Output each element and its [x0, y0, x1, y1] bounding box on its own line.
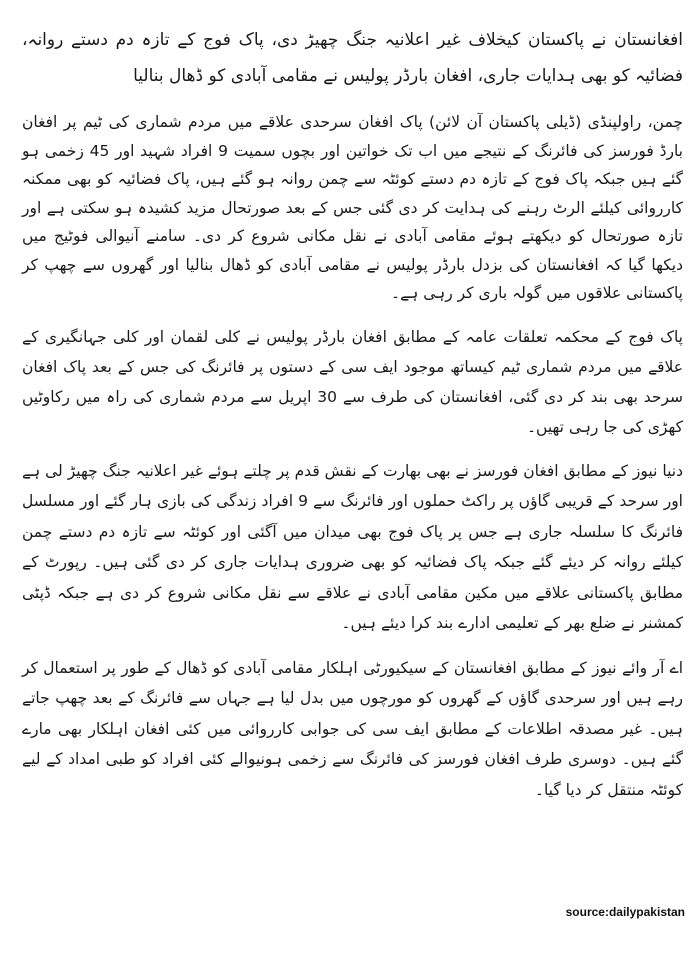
news-article [22, 22, 683, 805]
article-paragraph-1: چمن، راولپنڈی (ڈیلی پاکستان آن لائن) پاک افغان سرحدی علاقے میں مردم شماری کی ٹیم پر افغان بارڈ فورسز کی فائرنگ کے نتیجے میں اب تک خواتین اور بچوں سمیت 9 افراد شہید اور 45 زخمی ہو گئے ہیں جبکہ پاک فوج کے تازہ دم دستے کوئٹہ سے چمن روانہ ہو گئے ہیں، پاک فضائیہ کو بھی ممکنہ کارروائی کیلئے الرٹ رہنے کی ہدایت کر دی گئی جس کے بعد صورتحال مزید کشیدہ ہو سکتی ہے اور تازہ صورتحال کو دیکھتے ہوئے مقامی آبادی نے نقل مکانی شروع کر دی۔ سامنے آنیوالی فوٹیج میں دیکھا گیا کہ افغانستان کی بزدل بارڈر پولیس نے مقامی آبادی کو ڈھال بنالیا اور گھروں سے چھپ کر پاکستانی علاقوں میں گولہ باری کر رہی ہے۔ [22, 113, 683, 302]
article-paragraph-4: اے آر وائے نیوز کے مطابق افغانستان کے سیکیورٹی اہلکار مقامی آبادی کو ڈھال کے طور پر استعمال کر رہے ہیں اور سرحدی گاؤں کے گھروں کو مورچوں میں بدل لیا ہے جہاں سے فائرنگ کے بعد چھپ جاتے ہیں۔ غیر مصدقہ اطلاعات کے مطابق ایف سی کی جوابی کارروائی میں کئی افغان اہلکار بھی مارے گئے ہیں۔ دوسری طرف افغان فورسز کی فائرنگ سے زخمی ہونیوالے کئی افراد کو طبی امداد کے لیے کوئٹہ منتقل کر دیا گیا۔ [22, 658, 683, 799]
article-paragraph-3: دنیا نیوز کے مطابق افغان فورسز نے بھی بھارت کے نقش قدم پر چلتے ہوئے غیر اعلانیہ جنگ چھیڑ لی ہے اور سرحد کے قریبی گاؤں پر راکٹ حملوں اور فائرنگ سے 9 افراد زندگی کی بازی ہار گئے اور مسلسل فائرنگ کا سلسلہ جاری ہے جس پر پاک فوج بھی میدان میں آگئی اور کوئٹہ سے تازہ دم دستے چمن کیلئے روانہ کر دیئے گئے جبکہ پاک فضائیہ کو بھی ضروری ہدایات جاری کر دی گئی ہیں۔ رپورٹ کے مطابق پاکستانی علاقے میں مکین مقامی آبادی نے علاقے سے نقل مکانی شروع کر دی ہے جبکہ ڈپٹی کمشنر نے ضلع بھر کے تعلیمی ادارے بند کرا دیئے ہیں۔ [22, 461, 683, 632]
article-headline: افغانستان نے پاکستان کیخلاف غیر اعلانیہ جنگ چھیڑ دی، پاک فوج کے تازہ دم دستے روانہ، فضائیہ کو بھی ہدایات جاری، افغان بارڈر پولیس نے مقامی آبادی کو ڈھال بنالیا [22, 30, 683, 86]
article-paragraph-2: پاک فوج کے محکمہ تعلقات عامہ کے مطابق افغان بارڈر پولیس نے کلی لقمان اور کلی جہانگیری کے علاقے میں مردم شماری ٹیم کیساتھ موجود ایف سی کے دستوں پر فائرنگ کی جس کے بعد پاک افغان سرحد بھی بند کر دی گئی، افغانستان کی طرف سے 30 اپریل سے مردم شماری کی راہ میں رکاوٹیں کھڑی کی جا رہی تھیں۔ [22, 327, 684, 436]
source-credit: source:dailypakistan [565, 905, 685, 919]
